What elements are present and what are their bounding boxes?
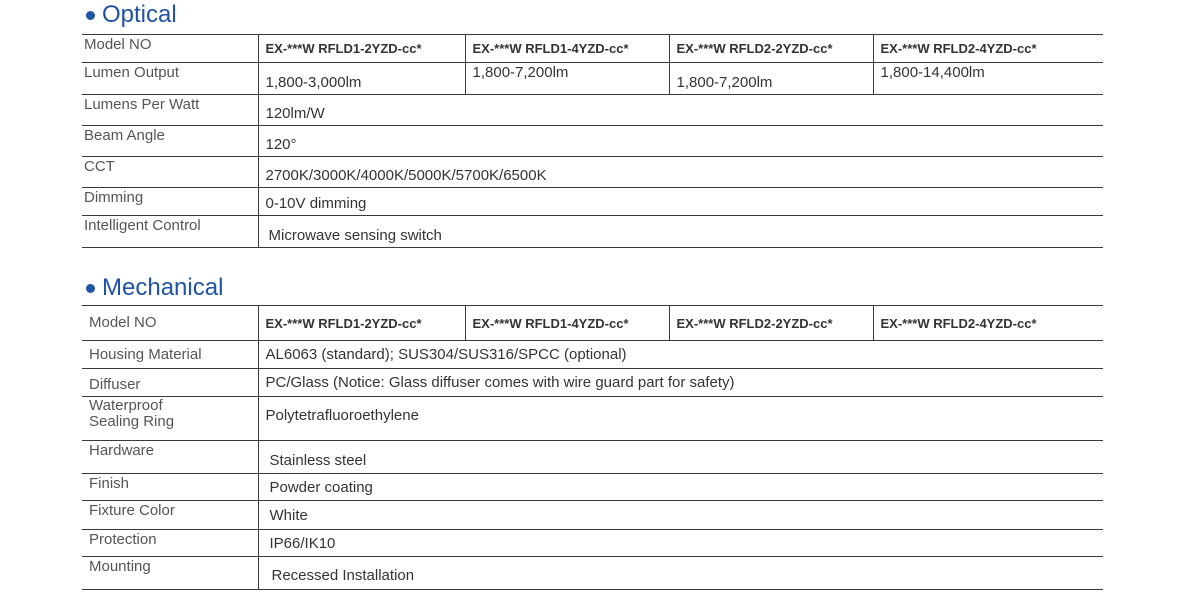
value-cell: 120° [258, 126, 1103, 157]
row-label: Dimming [82, 188, 258, 216]
value-cell: 1,800-3,000lm [258, 63, 465, 95]
value-cell: IP66/IK10 [258, 530, 1103, 557]
row-label: CCT [82, 157, 258, 188]
spec-row [82, 341, 1103, 369]
bullet-icon [86, 284, 95, 293]
optical-title: Optical [102, 1, 177, 28]
model-cell: EX-***W RFLD1-2YZD-cc* [258, 306, 465, 341]
value-cell: 1,800-14,400lm [873, 63, 1103, 95]
row-label: Beam Angle [82, 126, 258, 157]
row-label: Lumen Output [82, 63, 258, 95]
spec-row [82, 530, 1103, 557]
value-cell: AL6063 (standard); SUS304/SUS316/SPCC (optional) [258, 341, 1103, 369]
row-label: Hardware [82, 441, 258, 474]
value-cell: 2700K/3000K/4000K/5000K/5700K/6500K [258, 157, 1103, 188]
model-cell: EX-***W RFLD1-4YZD-cc* [465, 35, 669, 63]
mechanical-title: Mechanical [102, 274, 224, 301]
model-row [82, 35, 1103, 63]
model-row [82, 306, 1103, 341]
row-label: Protection [82, 530, 258, 557]
row-label: Waterproof Sealing Ring [82, 397, 258, 441]
row-label: Diffuser [82, 369, 258, 397]
spec-row [82, 501, 1103, 530]
model-cell: EX-***W RFLD2-2YZD-cc* [669, 306, 873, 341]
value-cell: Stainless steel [258, 441, 1103, 474]
optical-table [82, 34, 1103, 248]
row-label: Mounting [82, 557, 258, 590]
spec-row [82, 188, 1103, 216]
value-cell: 120lm/W [258, 95, 1103, 126]
spec-row [82, 95, 1103, 126]
model-cell: EX-***W RFLD1-4YZD-cc* [465, 306, 669, 341]
value-cell: PC/Glass (Notice: Glass diffuser comes with wire guard part for safety) [258, 369, 1103, 397]
model-cell: EX-***W RFLD2-2YZD-cc* [669, 35, 873, 63]
row-label: Finish [82, 474, 258, 501]
model-cell: EX-***W RFLD2-4YZD-cc* [873, 35, 1103, 63]
row-label: Housing Material [82, 341, 258, 369]
spec-row [82, 216, 1103, 248]
spec-row [82, 157, 1103, 188]
spec-row [82, 474, 1103, 501]
bullet-icon [86, 11, 95, 20]
row-label: Intelligent Control [82, 216, 258, 248]
mechanical-table [82, 305, 1103, 590]
lumen-output-row [82, 63, 1103, 95]
spec-row [82, 441, 1103, 474]
value-cell: Recessed Installation [258, 557, 1103, 590]
spec-row [82, 369, 1103, 397]
model-cell: EX-***W RFLD1-2YZD-cc* [258, 35, 465, 63]
value-cell: White [258, 501, 1103, 530]
value-cell: Powder coating [258, 474, 1103, 501]
spec-row [82, 126, 1103, 157]
value-cell: 1,800-7,200lm [465, 63, 669, 95]
mechanical-heading [86, 276, 223, 300]
row-label: Fixture Color [82, 501, 258, 530]
value-cell: Polytetrafluoroethylene [258, 397, 1103, 441]
row-label: Model NO [82, 35, 258, 63]
spec-row [82, 397, 1103, 441]
optical-heading [86, 3, 177, 27]
model-cell: EX-***W RFLD2-4YZD-cc* [873, 306, 1103, 341]
spec-row [82, 557, 1103, 590]
row-label: Lumens Per Watt [82, 95, 258, 126]
row-label: Model NO [82, 306, 258, 341]
value-cell: 1,800-7,200lm [669, 63, 873, 95]
value-cell: 0-10V dimming [258, 188, 1103, 216]
value-cell: Microwave sensing switch [258, 216, 1103, 248]
